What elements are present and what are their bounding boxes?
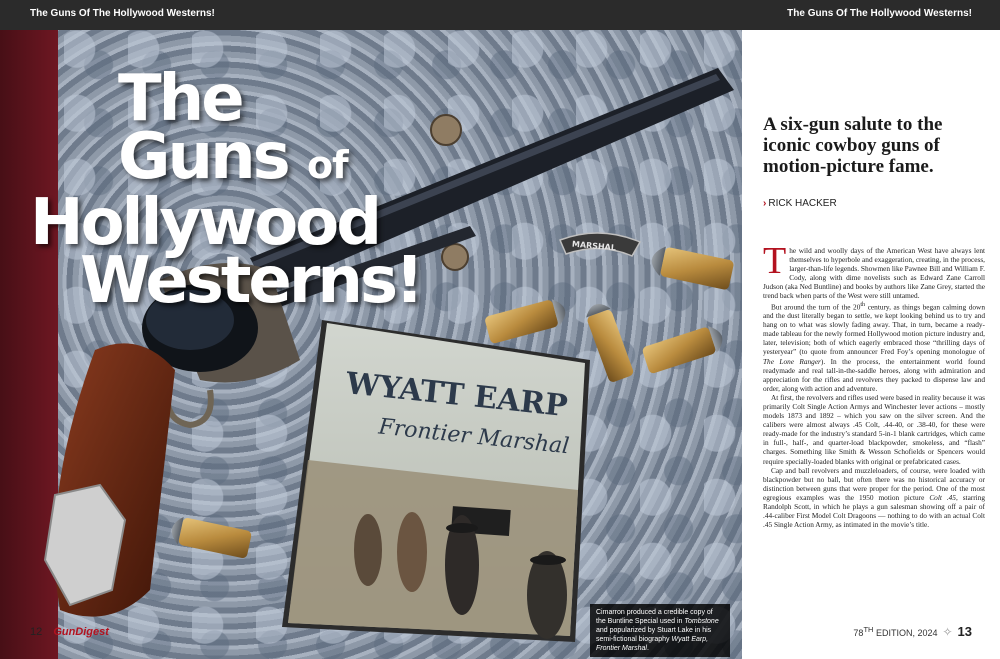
gun-digest-logo: GunDigest [53,626,109,638]
cartridge [484,297,569,345]
vest-button [431,115,461,145]
author-name: RICK HACKER [768,198,837,209]
left-page-folio [30,626,109,638]
photo-caption: Cimarron produced a credible copy of the Buntline Special used in Tombstone and popularized by Stuart Lake in his semi-fictional biography Wyatt Earp, Frontier Marshal. [590,604,730,657]
article-body [763,240,986,530]
feature-photo [0,30,742,659]
right-page-number: 13 [957,624,972,639]
article-paragraph: The wild and woolly days of the American West have always lent themselves to hyperbole and exaggeration, creating, in the process, larger-than-life legends. Showmen like Pawnee Bill and William F. Cody, along with dime novelists such as Edward Zane Carroll Judson (aka Ned Buntline) and books by authors like Zane Grey, started the trend back when parts of the West were still untamed. [763,240,985,301]
right-page-folio: 78TH EDITION, 2024 ✧ 13 [853,624,972,639]
headline-line3: Westerns! [80,244,422,318]
edition-label: EDITION, 2024 [873,628,938,638]
cartridge [649,244,734,290]
right-running-head: The Guns Of The Hollywood Westerns! [787,8,972,19]
separator-star-icon: ✧ [942,625,953,639]
article-deck: A six-gun salute to the iconic cowboy guns of motion-picture fame. [763,114,943,177]
vest-button [442,244,468,270]
headline-line2: Hollywood [30,186,379,260]
wyatt-earp-book [282,320,590,642]
running-header-bar [0,0,1000,30]
left-running-head: The Guns Of The Hollywood Westerns! [30,8,215,19]
left-page-number: 12 [30,626,43,638]
cartridge [641,323,726,374]
headline-of: of [307,143,348,187]
article-paragraph: Cap and ball revolvers and muzzleloaders, of course, were loaded with blackpowder but no ball, but often there was no historical accuracy or distinction between guns that were proper for the period. One of the most egregious examples was the 1950 motion picture Colt .45, starring Randolph Scott, in which he plays a gun salesman showing off a pair of .44-caliber First Model Colt Dragoons — nothing to do with an actual Colt .45 Single Action Army, as intimated in the movie’s title. [763,465,986,530]
drop-cap: T [763,240,787,282]
headline-line1: The Guns [118,62,288,194]
marshal-pin-label: MARSHAL [571,239,617,253]
article-paragraph: At first, the revolvers and rifles used were based in reality because it was primarily Colt Single Action Armys and Winchester lever actions – mostly models 1873 and 1892 – which you saw on the silver screen. And the calibers were almost always .45 Colt, .44-40, or .38-40, for these were ready-made for the industry’s standard 5-in-1 blank cartridges, which came in full-, half-, and quarter-load blackpowder, smokeless, and “flash” charges. Something like Smith & Wesson Schofields or Spencers would require specially-loaded blanks with original or prefabricated cases. [763,392,985,466]
cartridge [169,515,252,559]
cartridge [583,300,634,383]
article-paragraph: But around the turn of the 20th century, as things began calming down and the dust literally began to settle, we kept looking behind us to try and hang on to what was slowly fading away. That, in turn, became a ready-made tableau for the newly formed Hollywood motion picture industry and, later, television; both of which eagerly embraced those “thrilling days of yesteryear” (to quote from announcer Fred Foy’s opening monologue of The Lone Ranger). In the process, the entertainment world found readymade and real tall-in-the-saddle heroes, along with admiration and appreciation for the rifles and revolvers they packed to dispense law and order, along with action and adventure. [763,301,985,393]
byline-marker-icon: › [763,198,767,209]
book-subtitle: Frontier Marshal [377,414,571,460]
feature-headline [30,62,422,318]
book-title: WYATT EARP [344,366,570,425]
byline [763,198,837,209]
